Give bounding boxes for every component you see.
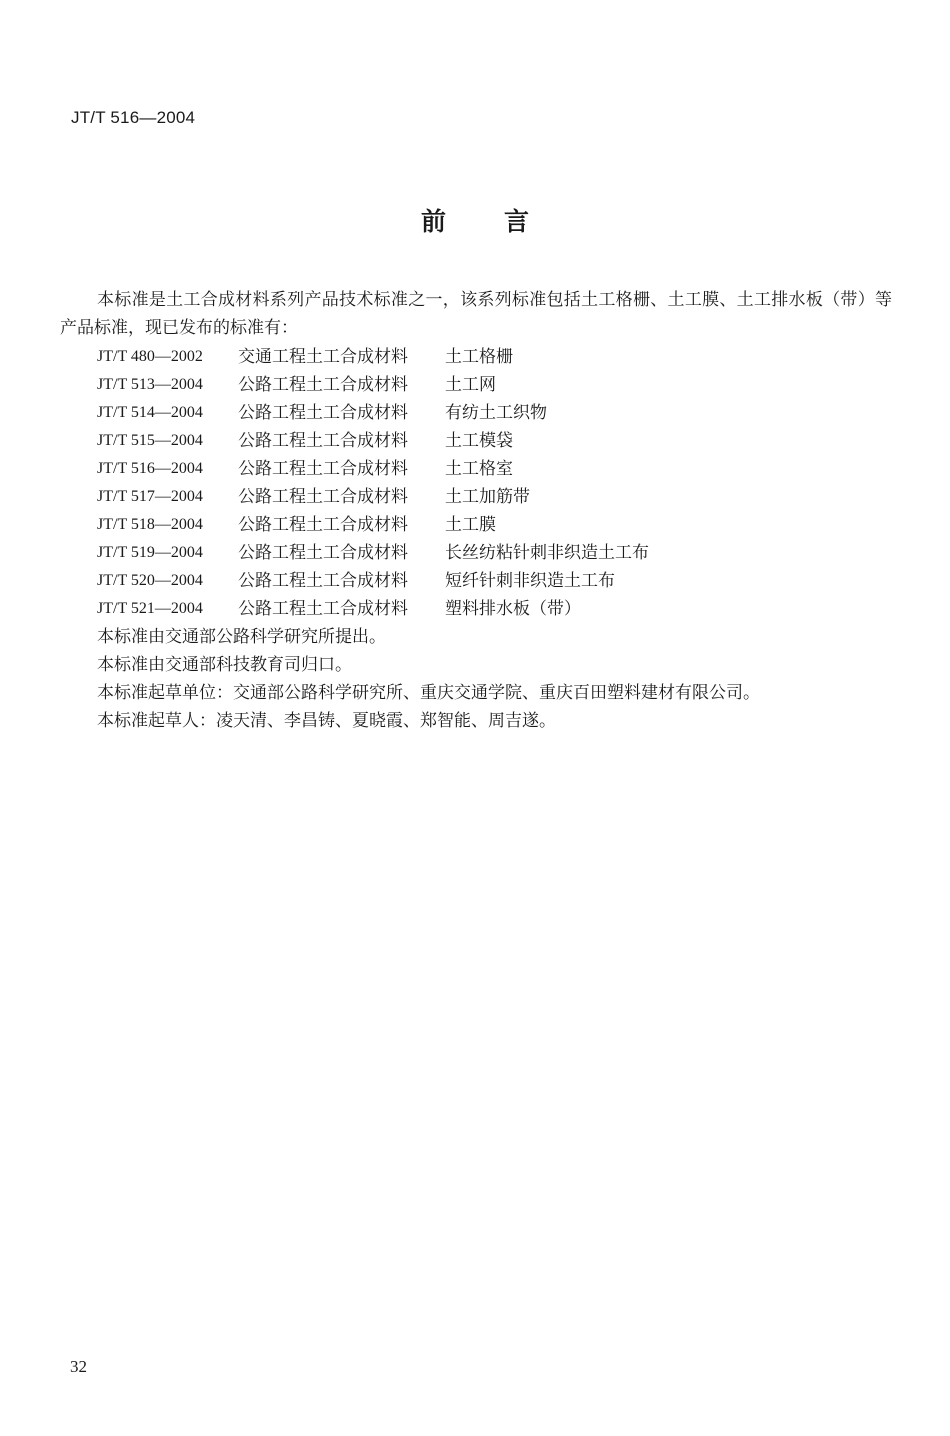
- standard-name: 土工格室: [445, 459, 513, 479]
- proposed-by-note: 本标准由交通部公路科学研究所提出。: [97, 627, 386, 647]
- standards-list: [97, 343, 745, 623]
- list-item: [97, 483, 745, 511]
- list-item: [97, 371, 745, 399]
- list-item: [97, 595, 745, 623]
- standard-name: 土工膜: [445, 515, 496, 535]
- standard-code: JT/T 519—2004: [97, 544, 203, 561]
- page-title: 前言: [420, 207, 587, 236]
- list-item: [97, 567, 745, 595]
- standard-name: 土工加筋带: [445, 487, 530, 507]
- standard-series: 公路工程土工合成材料: [238, 515, 408, 535]
- standard-name: 长丝纺粘针刺非织造土工布: [445, 543, 649, 563]
- standard-code: JT/T 513—2004: [97, 376, 203, 393]
- standard-code: JT/T 515—2004: [97, 432, 203, 449]
- list-item: [97, 343, 745, 371]
- standard-name: 短纤针刺非织造土工布: [445, 571, 615, 591]
- standard-series: 公路工程土工合成材料: [238, 543, 408, 563]
- standard-code: JT/T 517—2004: [97, 488, 203, 505]
- standard-series: 公路工程土工合成材料: [238, 599, 408, 619]
- standard-code: JT/T 518—2004: [97, 516, 203, 533]
- standard-name: 有纺土工织物: [445, 403, 547, 423]
- drafting-units-note: 本标准起草单位：交通部公路科学研究所、重庆交通学院、重庆百田塑料建材有限公司。: [97, 683, 760, 703]
- standard-code: JT/T 521—2004: [97, 600, 203, 617]
- standard-series: 公路工程土工合成材料: [238, 487, 408, 507]
- standard-series: 公路工程土工合成材料: [238, 403, 408, 423]
- list-item: [97, 455, 745, 483]
- standard-series: 公路工程土工合成材料: [238, 431, 408, 451]
- standard-code: JT/T 516—2004: [97, 460, 203, 477]
- list-item: [97, 539, 745, 567]
- page-number: 32: [70, 1357, 87, 1376]
- managed-by-note: 本标准由交通部科技教育司归口。: [97, 655, 352, 675]
- standard-code: JT/T 480—2002: [97, 348, 203, 365]
- list-item: [97, 511, 745, 539]
- standard-name: 塑料排水板（带）: [445, 599, 581, 619]
- list-item: [97, 399, 745, 427]
- standard-series: 公路工程土工合成材料: [238, 459, 408, 479]
- standard-code: JT/T 514—2004: [97, 404, 203, 421]
- standard-series: 交通工程土工合成材料: [238, 347, 408, 367]
- standard-series: 公路工程土工合成材料: [238, 375, 408, 395]
- list-item: [97, 427, 745, 455]
- standard-code: JT/T 520—2004: [97, 572, 203, 589]
- drafters-note: 本标准起草人：凌天清、李昌铸、夏晓霞、郑智能、周吉遂。: [97, 711, 556, 731]
- standard-name: 土工格栅: [445, 347, 513, 367]
- standard-name: 土工网: [445, 375, 496, 395]
- document-code: JT/T 516—2004: [71, 108, 196, 127]
- intro-paragraph: 本标准是土工合成材料系列产品技术标准之一，该系列标准包括土工格栅、土工膜、土工排水板（带）等产品标准，现已发布的标准有：: [60, 290, 892, 338]
- standard-name: 土工模袋: [445, 431, 513, 451]
- notes-block: [97, 623, 760, 735]
- standard-series: 公路工程土工合成材料: [238, 571, 408, 591]
